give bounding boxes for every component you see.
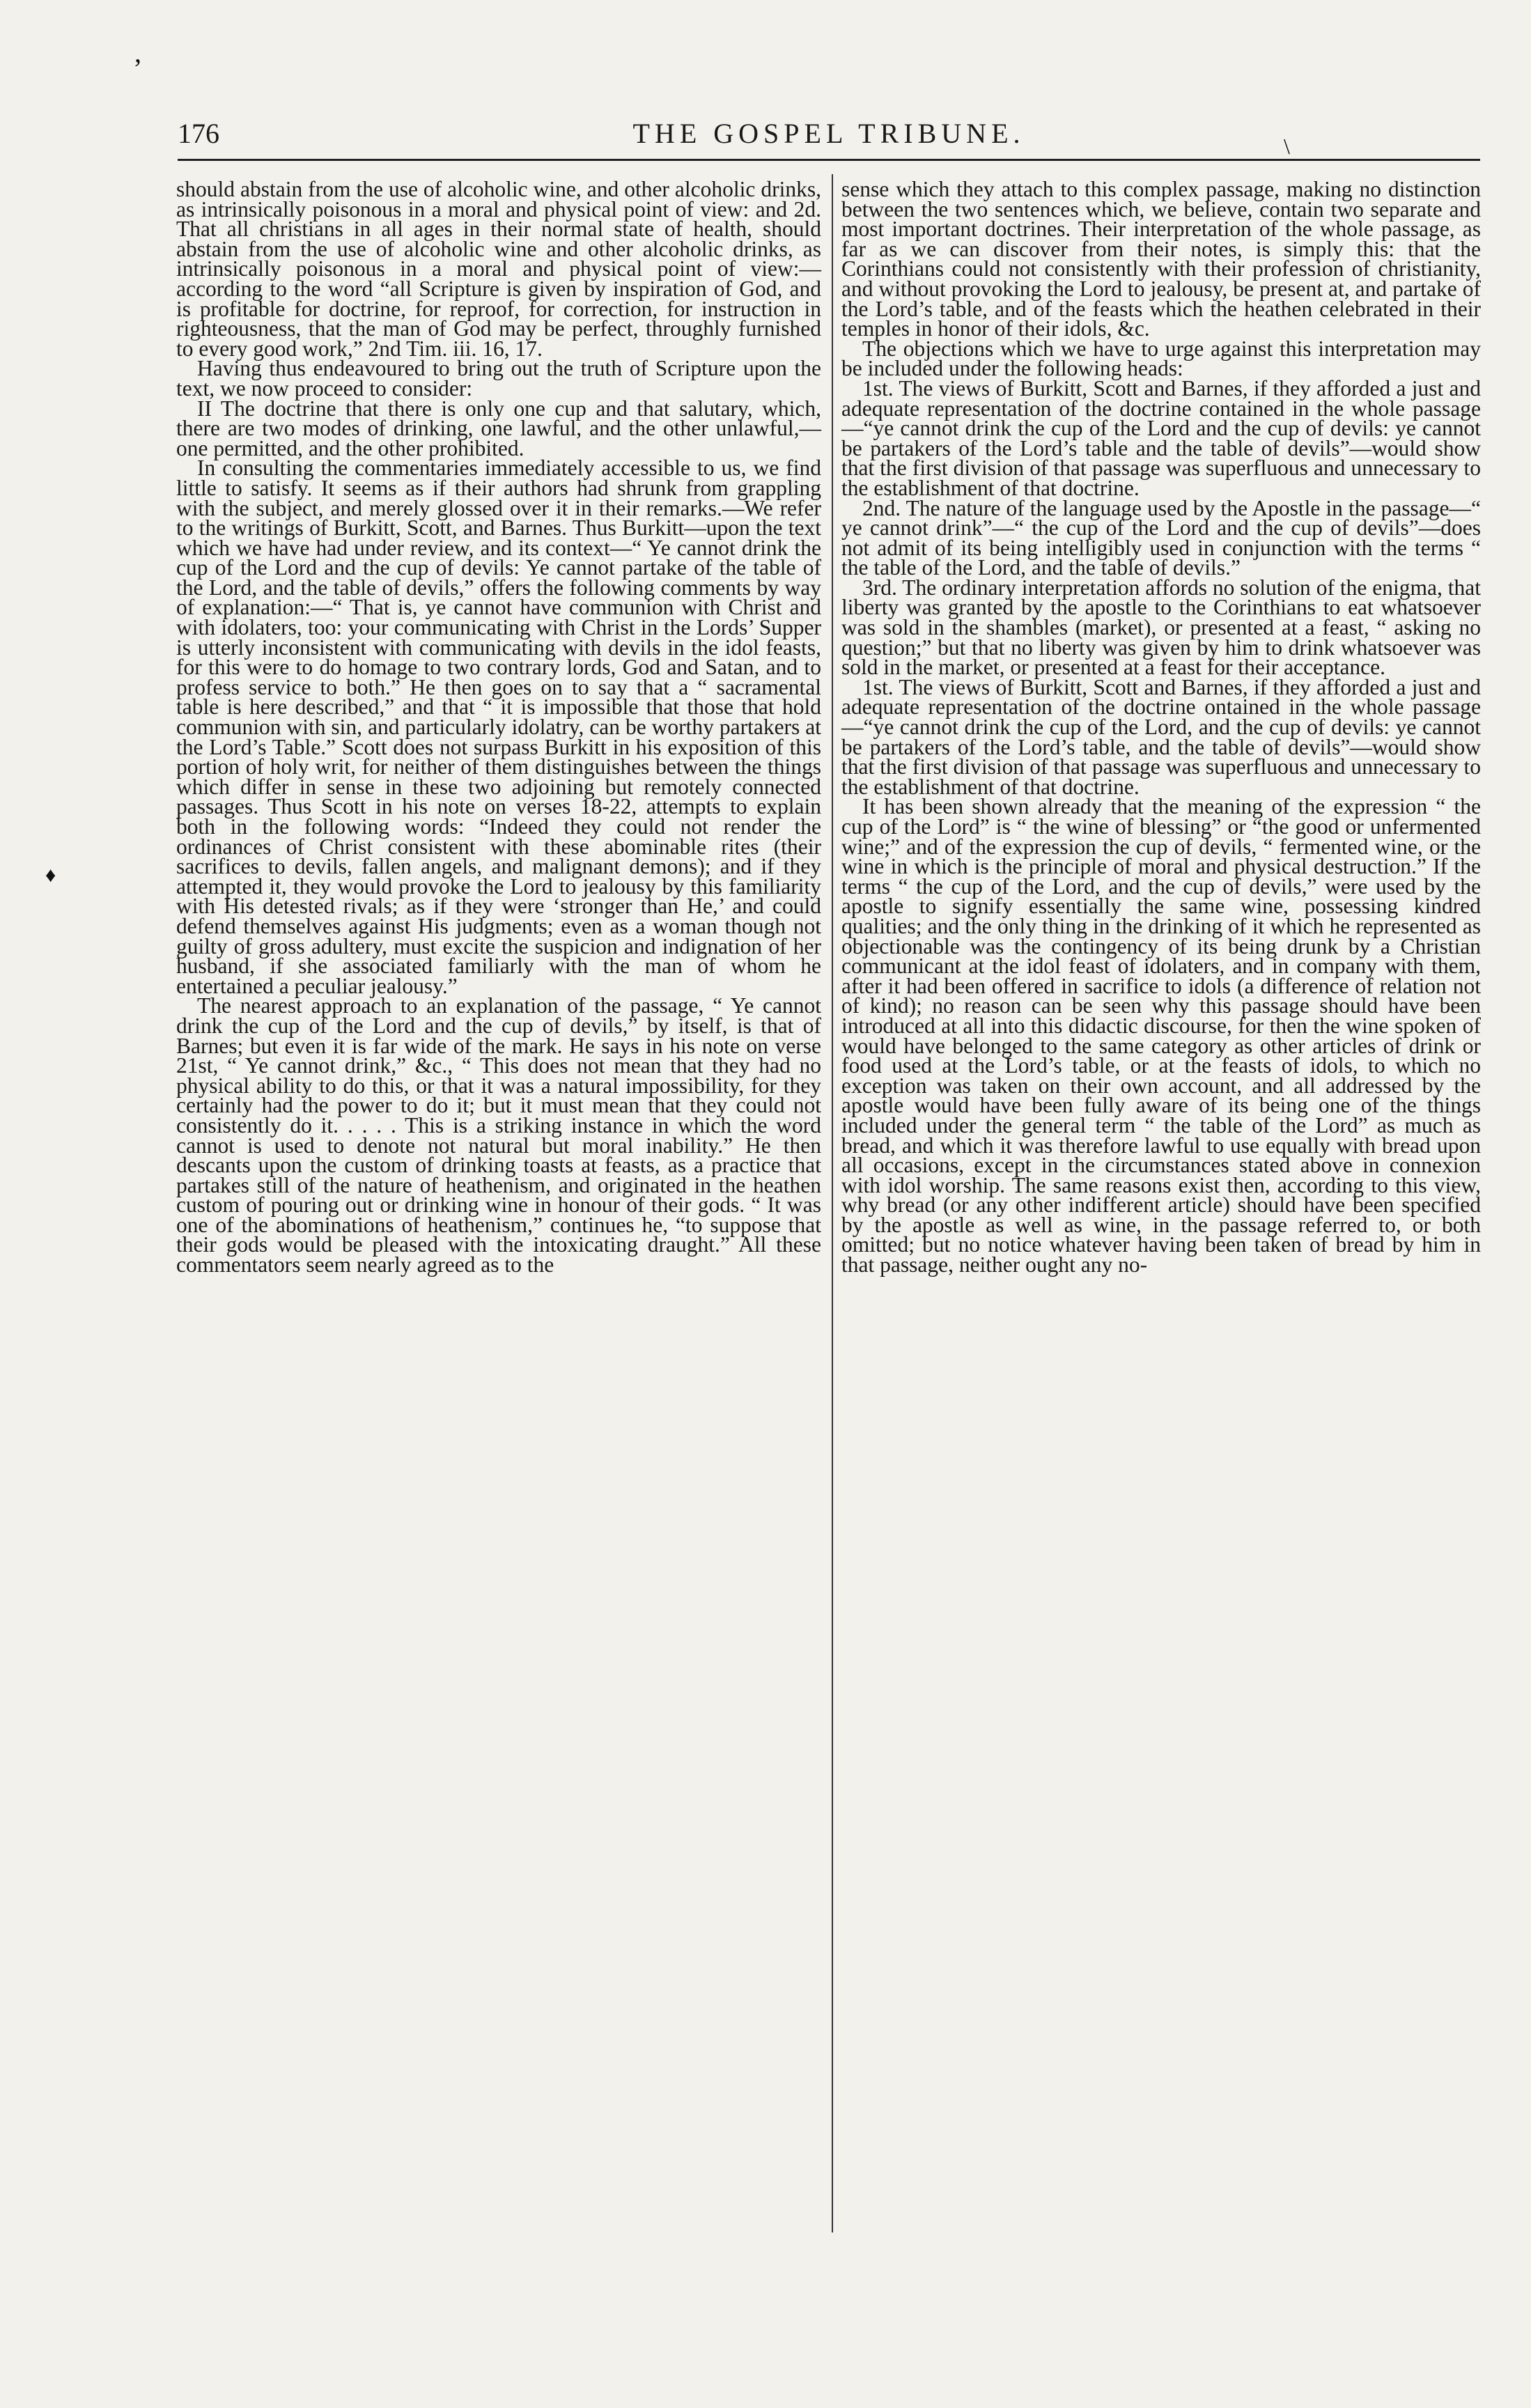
ink-speck: , bbox=[134, 37, 141, 68]
page-number: 176 bbox=[178, 118, 219, 149]
paragraph: II The doctrine that there is only one cup and that salutary, which, there are two modes of drinking, one lawful, and the other unlawful,—one permitted, and the other prohibited. bbox=[176, 396, 821, 460]
ink-speck: \ bbox=[1284, 134, 1290, 159]
paragraph: In consulting the commentaries immediately accessible to us, we find little to satisfy. It seems as if their authors had shrunk from grappling with the subject, and merely glossed over it in their remarks.—We refer to the writings of Burkitt, Scott, and Barnes. Thus Burkitt—upon the text which we have had under review, and its context—“ Ye cannot drink the cup of the Lord and the cup of devils: Ye cannot partake of the table of the Lord, and the table of devils,” offers the following comments by way of explanation:—“ That is, ye cannot have communion with Christ and with idolaters, too: your communicating with Christ in the Lords’ Supper is utterly inconsistent with communicating with devils in the idol feasts, for this were to do homage to two contrary lords, God and Satan, and to profess service to both.” He then goes on to say that a “ sacramental table is here described,” and that “ it is impossible that those that hold communion with sin, and particularly idolatry, can be worthy partakers at the Lord’s Table.” Scott does not surpass Burkitt in his exposition of this portion of holy writ, for neither of them distinguishes between the things which differ in sense in these two adjoining but remotely connected passages. Thus Scott in his note on verses 18-22, attempts to explain both in the following words: “Indeed they could not render the ordinances of Christ consistent with these abominable rites (their sacrifices to devils, fallen angels, and malignant demons); and if they attempted it, they would provoke the Lord to jealousy by this familiarity with His detested rivals; as if they were ‘stronger than He,’ and could defend themselves against His judgments; even as a woman though not guilty of gross adultery, must excite the suspicion and indignation of her husband, if she associated familiarly with the man of whom he entertained a peculiar jealousy.” bbox=[176, 456, 821, 998]
paragraph: 1st. The views of Burkitt, Scott and Barnes, if they afforded a just and adequate representation of the doctrine contained in the whole passage—“ye cannot drink the cup of the Lord and the cup of devils: ye cannot be partakers of the Lord’s table and the table of devils”—would show that the first division of that passage was superfluous and unnecessary to the establishment of that doctrine. bbox=[841, 375, 1481, 500]
page-header bbox=[178, 117, 1480, 159]
paragraph: It has been shown already that the meaning of the expression “ the cup of the Lord” is “ the wine of blessing” or “the good or unfermented wine;” and of the expression the cup of devils, “ fermented wine, or the wine in which is the principle of moral and physical destruction.” If the terms “ the cup of the Lord, and the cup of devils,” were used by the apostle to signify essentially the same wine, possessing kindred qualities; and the only thing in the drinking of it which he represented as objectionable was the contingency of its being drunk by a Christian communicant at the idol feast of idolaters, and in company with them, after it had been offered in sacrifice to idols (a difference of relation not of kind); no reason can be seen why this passage should have been introduced at all into this didactic discourse, for then the wine spoken of would have belonged to the same category as other articles of drink or food used at the Lord’s table, or at the feasts of idols, to which no exception was taken on their own account, and all addressed by the apostle would have been fully aware of its being one of the things included under the general term “ the table of the Lord” as much as bread, and which it was therefore lawful to use equally with bread upon all occasions, except in the circumstances stated above in connexion with idol worship. The same reasons exist then, according to this view, why bread (or any other indifferent article) should have been specified by the apostle as well as wine, in the passage referred to, or both omitted; but no notice whatever having been taken of bread by him in that passage, neither ought any no- bbox=[841, 794, 1481, 1277]
paragraph: 1st. The views of Burkitt, Scott and Barnes, if they afforded a just and adequate representation of the doctrine ontained in the whole passage—“ye cannot drink the cup of the Lord, and the cup of devils: ye cannot be partakers of the Lord’s table, and the table of devils”—would show that the first division of that passage was superfluous and unnecessary to the establishment of that doctrine. bbox=[841, 674, 1481, 799]
paragraph: The objections which we have to urge against this interpretation may be included under the following heads: bbox=[841, 336, 1481, 381]
paragraph: should abstain from the use of alcoholic wine, and other alcoholic drinks, as intrinsically poisonous in a moral and physical point of view: and 2d. That all christians in all ages in their normal state of health, should abstain from the use of alcoholic wine and other alcoholic drinks, as intrinsically poisonous in a moral and physical point of view:—according to the word “all Scripture is given by inspiration of God, and is profitable for doctrine, for reproof, for correction, for instruction in righteousness, that the man of God may be perfect, throughly furnished to every good work,” 2nd Tim. iii. 16, 17. bbox=[176, 177, 821, 361]
left-column bbox=[176, 177, 821, 1277]
publication-title: THE GOSPEL TRIBUNE. bbox=[632, 118, 1025, 149]
column-divider bbox=[832, 174, 833, 2232]
paragraph: The nearest approach to an explanation of the passage, “ Ye cannot drink the cup of the Lord and the cup of devils,” by itself, is that of Barnes; but even it is far wide of the mark. He says in his note on verse 21st, “ Ye cannot drink,” &c., “ This does not mean that they had no physical ability to do this, or that it was a natural impossibility, for they certainly had the power to do it; but it must mean that they could not consistently do it. . . . . This is a striking instance in which the word cannot is used to denote not natural but moral inability.” He then descants upon the custom of drinking toasts at feasts, as a practice that partakes still of the nature of heathenism, and originated in the heathen custom of pouring out or drinking wine in honour of their gods. “ It was one of the abominations of heathenism,” continues he, “to suppose that their gods would be pleased with the intoxicating draught.” All these commentators seem nearly agreed as to the bbox=[176, 993, 821, 1277]
paragraph: 2nd. The nature of the language used by the Apostle in the passage—“ ye cannot drink”—“ the cup of the Lord and the cup of devils”—does not admit of its being intelligibly used in conjunction with the terms “ the table of the Lord, and the table of devils.” bbox=[841, 495, 1481, 580]
header-rule bbox=[178, 159, 1480, 161]
paragraph: sense which they attach to this complex passage, making no distinction between the two sentences which, we believe, contain two separate and most important doctrines. Their interpretation of the whole passage, as far as we can discover from their notes, is simply this: that the Corinthians could not consistently with their profession of christianity, and without provoking the Lord to jealousy, be present at, and partake of the Lord’s table, and of the feasts which the heathen celebrated in their temples in honor of their idols, &c. bbox=[841, 177, 1481, 341]
right-column bbox=[841, 177, 1481, 1277]
paragraph: Having thus endeavoured to bring out the truth of Scripture upon the text, we now proceed to consider: bbox=[176, 356, 821, 401]
paragraph: 3rd. The ordinary interpretation affords no solution of the enigma, that liberty was granted by the apostle to the Corinthians to eat whatsoever was sold in the shambles (market), or presented at a feast, “ asking no question;” but that no liberty was given by him to drink whatsoever was sold in the market, or presented at a feast for their acceptance. bbox=[841, 575, 1481, 680]
margin-blot: ♦ bbox=[45, 864, 56, 887]
